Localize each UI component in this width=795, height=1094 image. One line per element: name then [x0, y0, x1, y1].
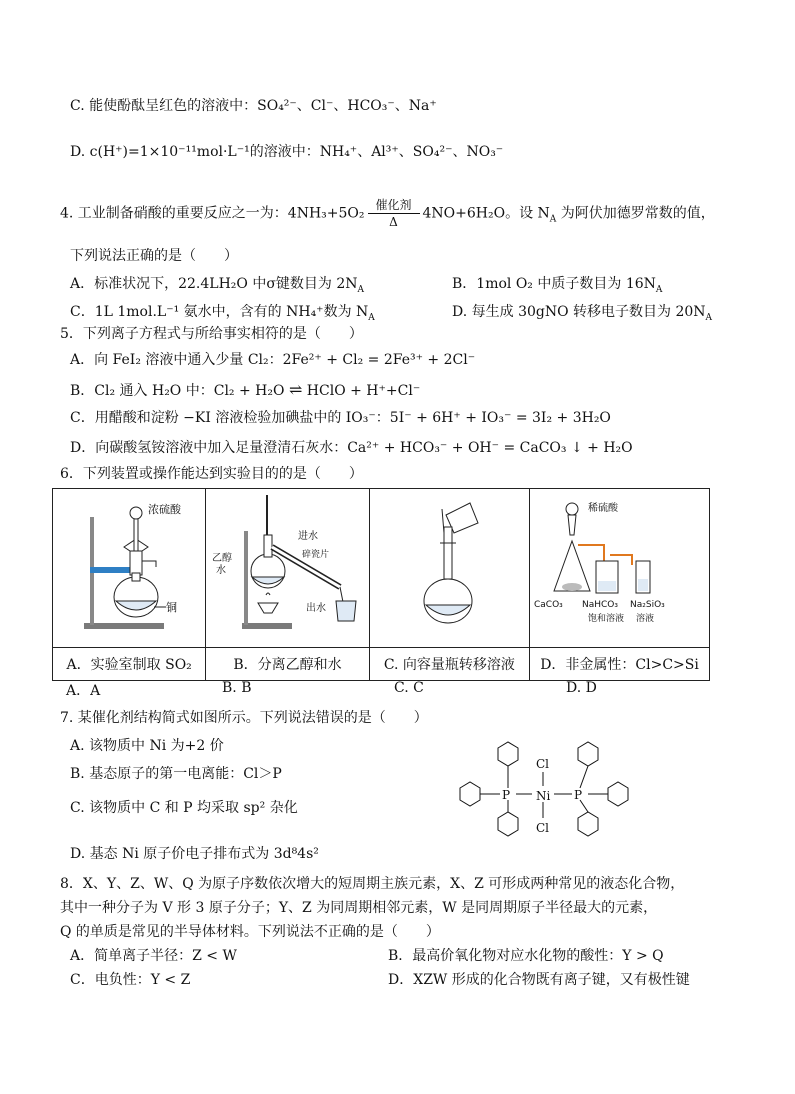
na-sub: A: [368, 312, 375, 323]
q4-stem-pre: 4. 工业制备硝酸的重要反应之一为：4NH₃+5O₂: [60, 205, 365, 222]
q4-option-a: [70, 274, 364, 300]
q6-stem: 6．下列装置或操作能达到实验目的的是（ ）: [60, 466, 363, 482]
caption-a: A．实验室制取 SO₂: [53, 648, 206, 681]
q3-d-cond: c(H⁺)=1×10⁻¹¹mol·L⁻¹的溶液中：: [89, 144, 320, 160]
q4-stem-end: 为阿伏加德罗常数的值，: [556, 205, 715, 222]
reaction-condition: [368, 198, 420, 229]
caption-d: D．非金属性：Cl>C>Si: [530, 648, 710, 681]
q5-b-post: HClO + H⁺+Cl⁻: [306, 383, 421, 399]
q6-answer-c: C. C: [394, 680, 424, 696]
q4-d-text: D. 每生成 30gNO 转移电子数目为 20N: [452, 304, 706, 320]
apparatus-c-cell: [369, 489, 529, 648]
q5-option-b: [70, 380, 420, 401]
nonmetal-comparison-diagram: [532, 491, 707, 641]
q4-option-d: [452, 302, 712, 328]
volumetric-flask-diagram: [374, 491, 524, 641]
q4-c-text: C．1L 1mol.L⁻¹ 氨水中，含有的 NH₄⁺数为 N: [70, 304, 369, 320]
caption-c: C. 向容量瓶转移溶液: [369, 648, 529, 681]
apparatus-table: [52, 488, 710, 681]
na-sub: A: [549, 214, 557, 225]
q5-option-a: A．向 FeI₂ 溶液中通入少量 Cl₂：2Fe²⁺ + Cl₂ = 2Fe³⁺ + 2Cl⁻: [70, 352, 476, 368]
dilute-acid-label: 稀硫酸: [588, 503, 619, 514]
q6-answer-a: A．A: [66, 683, 101, 699]
q8-option-d: D．XZW 形成的化合物既有离子键，又有极性键: [388, 972, 690, 988]
p-left-atom: P: [502, 788, 511, 802]
q8-option-b: B．最高价氧化物对应水化物的酸性：Y > Q: [388, 948, 664, 964]
q6-answer-b: B. B: [222, 680, 252, 696]
q4-b-text: B．1mol O₂ 中质子数目为 16N: [452, 276, 656, 292]
p-right-atom: P: [574, 788, 583, 802]
copper-label: 铜: [166, 601, 178, 614]
q4-question: 下列说法正确的是（ ）: [70, 248, 238, 264]
reaction-bar: [368, 213, 420, 214]
q3-d-label: D.: [70, 144, 86, 160]
na2sio3-label: Na₂SiO₃: [630, 600, 665, 610]
q4-stem: [60, 198, 715, 229]
q8-stem-2: 其中一种分子为 V 形 3 原子分子；Y、Z 为同周期相邻元素，W 是同周期原子半径最大的元素，: [60, 900, 658, 916]
q7-option-b: B. 基态原子的第一电离能：Cl＞P: [70, 766, 282, 782]
q6-answer-d: D. D: [566, 680, 597, 696]
equilibrium-arrow: ⇌: [288, 380, 303, 399]
q8-stem-3: Q 的单质是常见的半导体材料。下列说法不正确的是（ ）: [60, 924, 440, 940]
ni-complex-structure: [440, 738, 650, 858]
solution-label: 溶液: [636, 614, 655, 624]
q7-option-a: A. 该物质中 Ni 为+2 价: [70, 738, 224, 754]
q7-option-c: C. 该物质中 C 和 P 均采取 sp² 杂化: [70, 800, 298, 816]
q8-option-c: C．电负性：Y < Z: [70, 972, 191, 988]
q4-stem-post: 4NO+6H₂O。设 N: [422, 205, 550, 222]
distillation-apparatus-diagram: [208, 491, 368, 641]
q3-c-label: C. 能使酚酞呈红色的溶液中：: [70, 98, 258, 114]
q8-option-a: A．简单离子半径：Z < W: [70, 948, 237, 964]
apparatus-a-cell: [53, 489, 206, 648]
na-sub: A: [357, 284, 364, 295]
caption-b: B．分离乙醇和水: [206, 648, 369, 681]
ni-atom: Ni: [536, 789, 551, 803]
q5-option-c: C．用醋酸和淀粉 −KI 溶液检验加碘盐中的 IO₃⁻：5I⁻ + 6H⁺ + IO₃⁻ = 3I₂ + 3H₂O: [70, 410, 611, 426]
so2-apparatus-diagram: [54, 491, 204, 641]
q5-b-pre: B．Cl₂ 通入 H₂O 中：Cl₂ + H₂O: [70, 383, 285, 399]
water-in-label: 进水: [297, 531, 318, 542]
q7-option-d: D. 基态 Ni 原子价电子排布式为 3d⁸4s²: [70, 846, 319, 862]
q3-c-ions: SO₄²⁻、Cl⁻、HCO₃⁻、Na⁺: [257, 98, 437, 114]
saturated-label: 饱和溶液: [588, 614, 625, 624]
cl-top-atom: Cl: [536, 757, 550, 771]
q3-option-c: [70, 96, 437, 116]
q3-option-d: [70, 142, 503, 162]
ethanol-label: 乙醇: [211, 553, 232, 564]
q5-option-d: D．向碳酸氢铵溶液中加入足量澄清石灰水：Ca²⁺ + HCO₃⁻ + OH⁻ = CaCO₃ ↓ + H₂O: [70, 440, 633, 456]
na-sub: A: [705, 312, 713, 323]
q8-stem-1: 8．X、Y、Z、W、Q 为原子序数依次增大的短周期主族元素，X、Z 可形成两种常见的液态化合物，: [60, 876, 685, 892]
q4-delta: Δ: [389, 215, 398, 229]
q4-catalyst: 催化剂: [375, 198, 412, 212]
nahco3-label: NaHCO₃: [582, 600, 619, 610]
q7-stem: 7. 某催化剂结构简式如图所示。下列说法错误的是（ ）: [60, 710, 428, 726]
na-sub: A: [655, 284, 663, 295]
water-label: 水: [215, 565, 226, 576]
q5-stem: 5．下列离子方程式与所给事实相符的是（ ）: [60, 326, 363, 342]
conc-acid-label: 浓硫酸: [148, 503, 182, 516]
apparatus-b-cell: [206, 489, 369, 648]
q4-a-text: A．标准状况下，22.4LH₂O 中σ键数目为 2N: [70, 276, 358, 292]
cl-bottom-atom: Cl: [536, 821, 550, 835]
water-out-label: 出水: [305, 603, 326, 614]
q3-d-ions: NH₄⁺、Al³⁺、SO₄²⁻、NO₃⁻: [319, 144, 504, 160]
caco3-label: CaCO₃: [534, 600, 563, 610]
chips-label: 碎瓷片: [301, 550, 329, 560]
q4-option-b: [452, 274, 662, 300]
apparatus-d-cell: [530, 489, 710, 648]
